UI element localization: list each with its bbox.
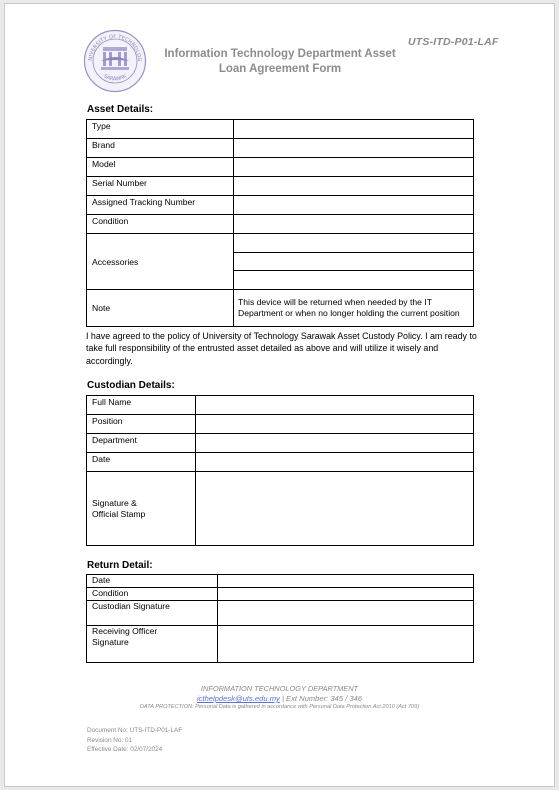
svg-text:UNIVERSITY OF TECHNOLOGY: NIVERSITY OF TECHNOLOG [87,33,143,62]
asset-details-table [86,119,474,327]
return-condition-field[interactable] [218,588,474,601]
custodian-date-field[interactable] [196,453,474,472]
tracking-number-label: Assigned Tracking Number [87,196,234,215]
signature-stamp-field[interactable] [196,472,474,546]
receiving-label-line1: Receiving Officer [92,626,158,636]
accessories-field-1[interactable] [234,234,474,253]
form-title [150,47,410,76]
custodian-details-table [86,395,474,546]
asset-type-field[interactable] [234,120,474,139]
condition-field[interactable] [234,215,474,234]
note-value: This device will be returned when needed by the IT Department or when no longer holding the current position [234,290,474,327]
custodian-details-heading: Custodian Details: [87,380,175,391]
return-date-field[interactable] [218,575,474,588]
tracking-number-field[interactable] [234,196,474,215]
asset-details-heading: Asset Details: [87,104,154,115]
position-label: Position [87,415,196,434]
accessories-field-2[interactable] [234,253,474,271]
asset-brand-field[interactable] [234,139,474,158]
custodian-signature-label: Custodian Signature [87,601,218,626]
return-detail-table [86,574,474,663]
asset-type-label: Type [87,120,234,139]
department-field[interactable] [196,434,474,453]
form-title-line1: Information Technology Department Asset [164,48,396,60]
custodian-signature-field[interactable] [218,601,474,626]
condition-label: Condition [87,215,234,234]
university-logo [83,29,147,93]
footer-contact [0,694,559,703]
accessories-field-3[interactable] [234,271,474,290]
document-number: Document No: UTS-ITD-P01-LAF [87,727,183,734]
return-date-label: Date [87,575,218,588]
department-label: Department [87,434,196,453]
accessories-label: Accessories [87,234,234,290]
custodian-date-label: Date [87,453,196,472]
note-label: Note [87,290,234,327]
agreement-statement: I have agreed to the policy of University of Technology Sarawak Asset Custody Policy. I am ready to take full responsibility of the entrusted asset detailed as above and will utilize it wisely and accordingly. [86,331,477,366]
receiving-officer-label [87,626,218,663]
return-condition-label: Condition [87,588,218,601]
receiving-label-line2: Signature [92,637,129,647]
revision-number: Revision No: 01 [87,736,133,744]
footer-department: INFORMATION TECHNOLOGY DEPARTMENT [200,684,359,693]
signature-label-line1: Signature & [92,498,137,508]
return-detail-heading: Return Detail: [87,560,153,571]
data-protection-notice: DATA PROTECTION: Personal Data is gathered in accordance with Personal Data Protection Act 2010 (Act 709) [139,704,420,710]
extension-number: | Ext Number: 345 / 346 [279,694,362,703]
effective-date: Effective Date: 02/07/2024 [87,746,163,753]
signature-label-line2: Official Stamp [92,509,146,519]
document-code: UTS-ITD-P01-LAF [408,36,499,48]
serial-number-field[interactable] [234,177,474,196]
serial-number-label: Serial Number [87,177,234,196]
position-field[interactable] [196,415,474,434]
signature-stamp-label [87,472,196,546]
svg-text:SARAWAK: SARAWAK [102,73,128,83]
asset-brand-label: Brand [87,139,234,158]
helpdesk-email-link[interactable]: icthelpdesk@uts.edu.my [196,694,280,703]
asset-model-field[interactable] [234,158,474,177]
receiving-officer-field[interactable] [218,626,474,663]
form-title-line2: Loan Agreement Form [218,62,342,75]
full-name-field[interactable] [196,396,474,415]
asset-model-label: Model [87,158,234,177]
doc-meta [87,726,182,755]
full-name-label: Full Name [87,396,196,415]
